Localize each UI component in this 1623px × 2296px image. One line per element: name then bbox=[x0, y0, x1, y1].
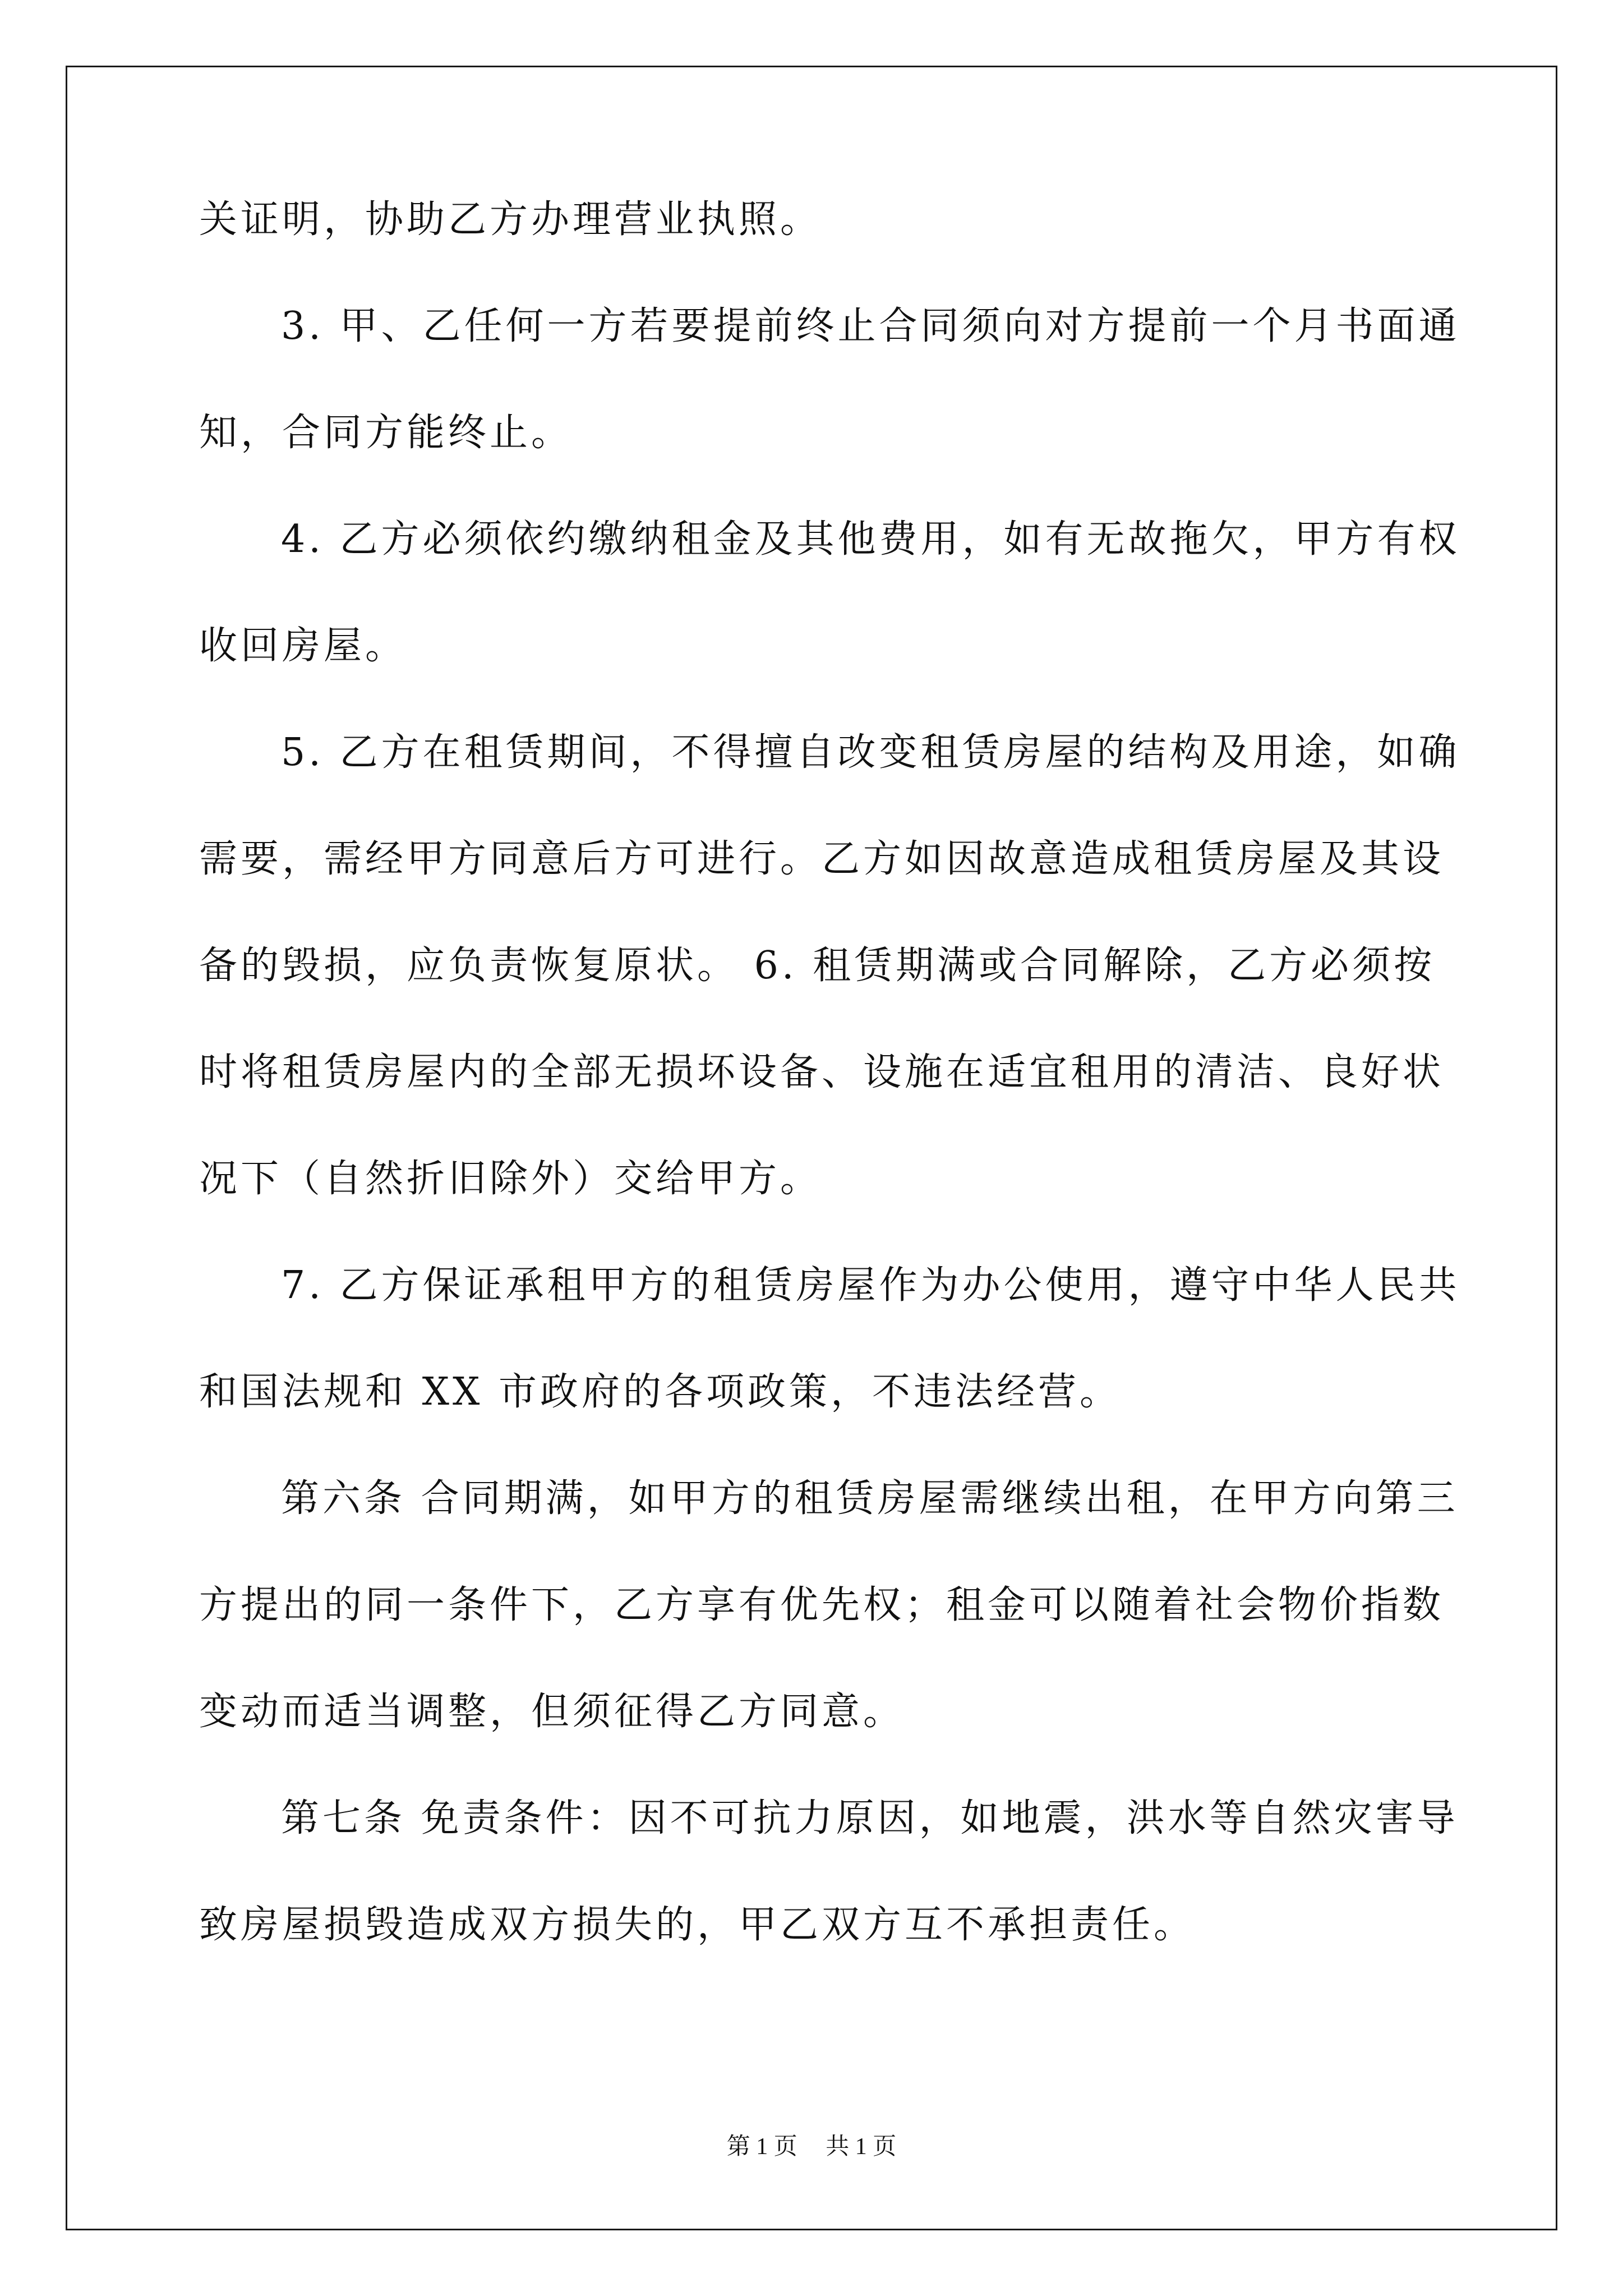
text-line: 况下（自然折旧除外）交给甲方。 bbox=[199, 1157, 822, 1201]
text-line: 致房屋损毁造成双方损失的，甲乙双方互不承担责任。 bbox=[199, 1903, 1196, 1947]
text-line: 5. 乙方在租赁期间，不得擅自改变租赁房屋的结构及用途，如确 bbox=[281, 730, 1460, 775]
page-footer bbox=[0, 2128, 1623, 2161]
text-line: 关证明，协助乙方办理营业执照。 bbox=[199, 197, 822, 242]
text-line: 7. 乙方保证承租甲方的租赁房屋作为办公使用，遵守中华人民共 bbox=[281, 1263, 1460, 1308]
text-line: 备的毁损，应负责恢复原状。 6. 租赁期满或合同解除，乙方必须按 bbox=[199, 944, 1436, 988]
text-line: 收回房屋。 bbox=[199, 624, 407, 668]
text-line: 时将租赁房屋内的全部无损坏设备、设施在适宜租用的清洁、良好状 bbox=[199, 1050, 1445, 1094]
text-line: 4. 乙方必须依约缴纳租金及其他费用，如有无故拖欠，甲方有权 bbox=[281, 517, 1460, 562]
text-line: 和国法规和 XX 市政府的各项政策，不违法经营。 bbox=[199, 1370, 1122, 1414]
page-number-total: 共 1 页 bbox=[826, 2134, 897, 2160]
text-line: 变动而适当调整，但须征得乙方同意。 bbox=[199, 1690, 905, 1734]
text-line: 知，合同方能终止。 bbox=[199, 411, 573, 455]
text-line: 方提出的同一条件下，乙方享有优先权；租金可以随着社会物价指数 bbox=[199, 1583, 1445, 1627]
text-line: 第六条 合同期满，如甲方的租赁房屋需继续出租，在甲方向第三 bbox=[281, 1476, 1459, 1521]
text-line: 第七条 免责条件：因不可抗力原因，如地震，洪水等自然灾害导 bbox=[281, 1796, 1459, 1841]
text-line: 需要，需经甲方同意后方可进行。乙方如因故意造成租赁房屋及其设 bbox=[199, 837, 1445, 881]
text-line: 3. 甲、乙任何一方若要提前终止合同须向对方提前一个月书面通 bbox=[281, 304, 1460, 348]
page-number-current: 第 1 页 bbox=[726, 2134, 797, 2160]
